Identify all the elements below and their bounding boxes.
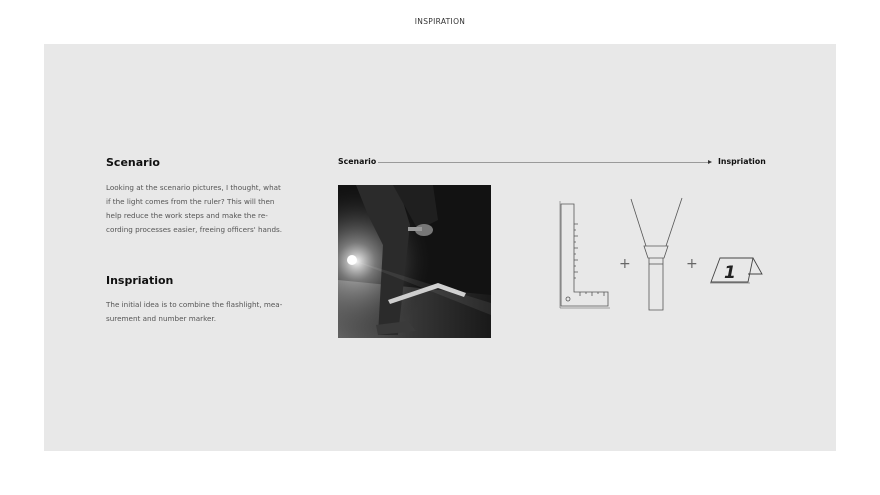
plus-sign: + xyxy=(619,256,631,272)
arrow-right-icon xyxy=(708,160,712,164)
page-title: INSPIRATION xyxy=(414,17,466,26)
scenario-line: cording processes easier, freeing officers' hands. xyxy=(106,225,283,234)
flashlight-sketch-icon xyxy=(626,194,686,316)
flow-to-label: Inspriation xyxy=(718,157,766,166)
flow-line xyxy=(378,162,708,163)
scenario-photo xyxy=(338,185,491,338)
scenario-text xyxy=(106,181,282,237)
scenario-line: help reduce the work steps and make the re- xyxy=(106,211,268,220)
flow-from-label: Scenario xyxy=(338,157,377,166)
inspiration-line: surement and number marker. xyxy=(106,314,217,323)
marker-number: 1 xyxy=(724,263,736,283)
inspiration-heading: Inspriation xyxy=(106,274,174,287)
number-marker-sketch-icon xyxy=(708,254,764,288)
plus-sign: + xyxy=(686,256,698,272)
scenario-photo-graphic xyxy=(338,185,491,338)
content-panel xyxy=(44,44,836,451)
inspiration-text xyxy=(106,298,282,326)
scenario-line: Looking at the scenario pictures, I thought, what xyxy=(106,183,281,192)
scenario-line: if the light comes from the ruler? This will then xyxy=(106,197,275,206)
inspiration-line: The initial idea is to combine the flashlight, mea- xyxy=(106,300,283,309)
scenario-heading: Scenario xyxy=(106,156,160,169)
ruler-sketch-icon xyxy=(556,196,626,312)
